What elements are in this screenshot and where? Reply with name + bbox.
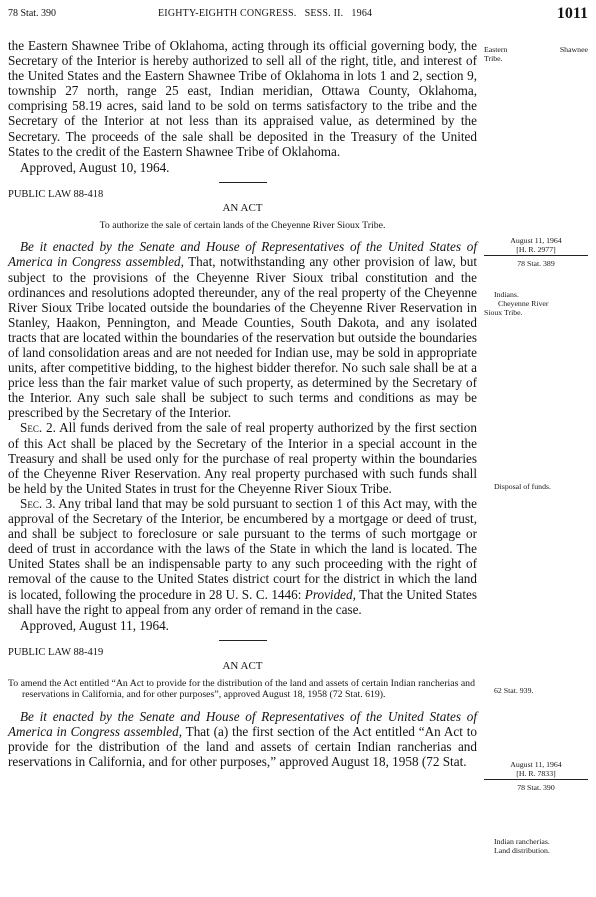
public-law-number: PUBLIC LAW 88-419 <box>8 646 104 658</box>
congress-session-title: EIGHTY-EIGHTH CONGRESS. SESS. II. 1964 <box>158 8 373 19</box>
enacting-paragraph <box>8 709 477 769</box>
margin-statute-box: August 11, 1964 [H. R. 7833] 78 Stat. 390 <box>484 760 588 792</box>
proviso: Provided, <box>304 586 356 602</box>
act-heading: AN ACT <box>222 659 263 672</box>
act-heading: AN ACT <box>222 201 263 214</box>
margin-note-eastern-shawnee: Eastern Shawnee Tribe. <box>484 45 588 63</box>
margin-note-rancherias: Indian rancherias. Land distribution. <box>494 837 550 855</box>
section-2-paragraph <box>8 420 477 495</box>
margin-note-statute: 62 Stat. 939. <box>494 686 534 695</box>
section-body: All funds derived from the sale of real property authorized by the first section of this Act shall be placed by the Secretary of the Interior in a special account in the Treasury and shall be used only for the purchase of real property within the boundaries of the Cheyenne River Reservation. Any real property purchased with such funds shall be held by the United States in trust for the Cheyenne River Sioux Tribe. <box>8 420 477 496</box>
margin-note-disposal: Disposal of funds. <box>494 482 551 491</box>
enacting-clause: Be it enacted by the Senate and House of Representatives of the United States of America in Congress assembled, <box>8 239 477 270</box>
public-law-number: PUBLIC LAW 88-418 <box>8 188 104 200</box>
section-divider <box>219 182 267 183</box>
section-body: Any tribal land that may be sold pursuant to section 1 of this Act may, with the approval of the Secretary of the Interior, be encumbered by a mortgage or deed of trust, and shall be subject to foreclosure or sale pursuant to the terms of such mortgage or deed of trust in accordance with the laws of the State in which the land is located. The United States shall be an indispensable party to any such proceeding with the right of removal of the cause to the United States district court for the district in which the land is located, following the procedure in 28 U. S. C. 1446: <box>8 495 477 602</box>
act-description: To authorize the sale of certain lands of the Cheyenne River Sioux Tribe. <box>99 219 386 231</box>
enacting-body: That, notwithstanding any other provision of law, but subject to the provisions of the Cheyenne River Sioux tribal constitution and the ordinances and resolutions adopted thereunder, any of the real property of the Cheyenne River Sioux Tribe located outside the boundaries of the Cheyenne River Reservation in Stanley, Haakon, Pennington, and Meade Counties, South Dakota, and any isolated tracts that are located within the boundaries of the reservation but outside the boundaries of land consolidation areas and are not needed for Indian use, may be sold in appropriate units, after competitive bidding, to the highest bidder therefor. No such sale shall be at a price less than the fair market value of such property, as determined by the Secretary of the Interior. Any such sale shall be subject to such terms and conditions as may be prescribed by the Secretary of the Interior. <box>8 254 477 421</box>
section-label: Sec. 2. <box>20 420 56 436</box>
section-divider <box>219 640 267 641</box>
continued-paragraph: the Eastern Shawnee Tribe of Oklahoma, acting through its official governing body, the Secretary of the Interior is hereby authorized to sell all of the right, title, and interest of the United States and the Eastern Shawnee Tribe of Oklahoma in lots 1 and 2, section 9, township 27 north, range 25 east, Indian meridian, Ottawa County, Oklahoma, comprising 58.19 acres, said land to be sold on terms satisfactory to the tribe and the Secretary of the Interior at not less than its appraised value, as determined by the Secretary. The proceeds of the sale shall be deposited in the Treasury of the United States to the credit of the Eastern Shawnee Tribe of Oklahoma. <box>8 38 477 159</box>
enacting-paragraph <box>8 239 477 420</box>
act-description: To amend the Act entitled “An Act to provide for the distribution of the land and assets of certain Indian rancherias and reservations in California, and for other purposes”, approved August 18, 1958 (72 Stat. 619). <box>8 677 475 701</box>
main-text-column <box>8 38 477 769</box>
approval-date: Approved, August 11, 1964. <box>20 617 169 633</box>
section-label: Sec. 3. <box>20 495 56 511</box>
enacting-body: That (a) the first section of the Act entitled “An Act to provide for the distribution of the land and assets of certain Indian rancherias and reservations in California, and for other purposes,” approved August 18, 1958 (72 Stat. <box>8 723 477 770</box>
enacting-clause: Be it enacted by the Senate and House of Representatives of the United States of America in Congress assembled, <box>8 708 477 739</box>
page-number: 1011 <box>556 5 588 22</box>
margin-statute-box: August 11, 1964 [H. R. 2977] 78 Stat. 389 <box>484 236 588 268</box>
approval-date: Approved, August 10, 1964. <box>20 159 170 175</box>
section-body-end: That the United States shall have the right to appeal from any order of remand in the case. <box>8 586 477 617</box>
statute-reference: 78 Stat. 390 <box>8 8 57 19</box>
margin-notes <box>484 0 588 897</box>
section-3-paragraph <box>8 496 477 617</box>
margin-note-indians: Indians. Cheyenne River Sioux Tribe. <box>484 290 549 317</box>
